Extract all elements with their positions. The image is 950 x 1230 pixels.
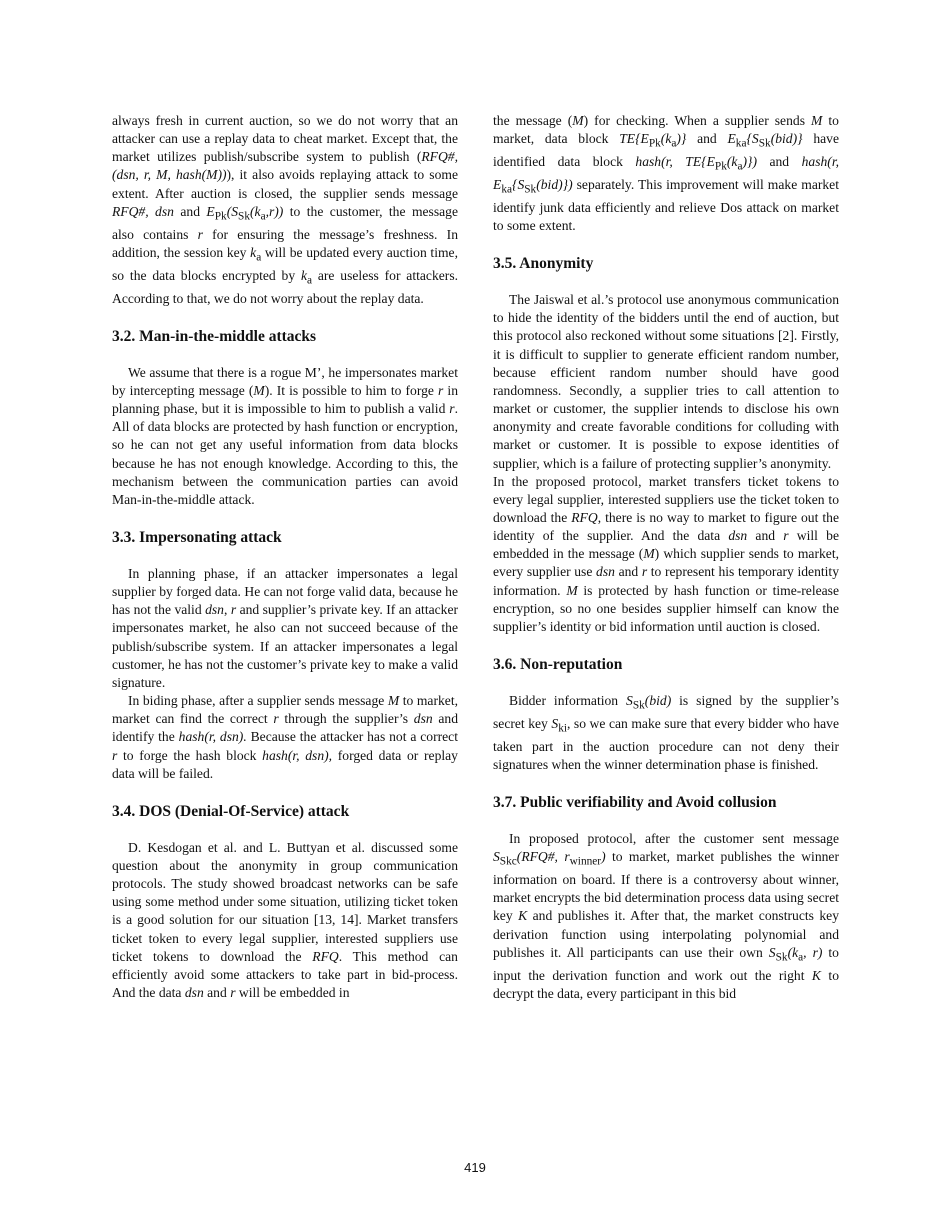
paragraph-3-5a: The Jaiswal et al.’s protocol use anonymous communication to hide the identity of the bidders until the end of auction, but this protocol also reckoned without some situations [2]. Firstly, it is difficult to supplier to generate efficient random number, because efficient random number should have good randomness. Secondly, a supplier tries to call attention to market or customer, the supplier intends to disclose his own anonymity and create favorable conditions for colluding with market or customer. It is possible to expose identities of supplier, which is a failure of protecting supplier’s anonymity. [493, 292, 839, 471]
heading-3-4: 3.4. DOS (Denial-Of-Service) attack [112, 802, 350, 820]
page-number: 419 [464, 1160, 486, 1175]
paragraph-replay-continued: always fresh in current auction, so we do not worry that an attacker can use a replay data to cheat market. Except that, the market utilizes publish/subscribe system to publish (RFQ#, (dsn, r, M, hash(M))), it also avoids replaying attack to some extent. After auction is closed, the supplier sends message RFQ#, dsn and $E_{Pk}(S_{Sk}(k_a,r))$ to the customer, the message also contains r for ensuring the message’s freshness. In addition, the session key $k_a$ will be updated every auction time, so the data blocks encrypted by $k_a$ are useless for attackers. According to that, we do not worry about the replay data. [112, 113, 459, 306]
heading-3-6: 3.6. Non-reputation [493, 656, 623, 674]
paragraph-dos-continued: the message (M) for checking. When a supplier sends M to market, data block $TE\{E_{Pk}(k_a)\}$ and $E_{ka}\{S_{Sk}(bid)\}$ have identified data block hash(r, $TE\{E_{Pk}(k_a)\}$) and hash(r, $E_{ka}\{S_{Sk}(bid)\}$) separately. This improvement will make market identify junk data efficiently and relieve Dos attack on market to some extent. [493, 113, 839, 233]
heading-3-2: 3.2. Man-in-the-middle attacks [112, 327, 317, 345]
paragraph-3-4: D. Kesdogan et al. and L. Buttyan et al. discussed some question about the anonymity in group communication protocols. The study showed broadcast networks can be safe using some method under some situation, utilizing ticket token is a good solution for our situation [13, 14]. Market transfers ticket token to every legal supplier, interested suppliers use ticket tokens to download the RFQ. This method can efficiently avoid some attackers to take part in bid-process. And the data dsn and r will be embedded in [112, 839, 458, 1001]
paragraph-3-3b: In biding phase, after a supplier sends message M to market, market can find the correct r through the supplier’s dsn and identify the hash(r, dsn). Because the attacker has not a correct r to forge the hash block hash(r, dsn), forged data or replay data will be failed. [112, 693, 458, 781]
paragraph-3-2: We assume that there is a rogue M’, he impersonates market by intercepting message (M). It is possible to him to forge r in planning phase, but it is impossible to him to publish a valid r. All of data blocks are protected by hash function or encryption, so he can not get any useful information from data blocks because he has not enough knowledge. According to this, the mechanism between the communication parties can avoid Man-in-the-middle attack. [112, 364, 458, 507]
left-column [112, 112, 458, 1002]
right-column [493, 112, 839, 1003]
paragraph-3-5b: In the proposed protocol, market transfers ticket tokens to every legal supplier, interested suppliers use the ticket token to download the RFQ, there is no way to market to figure out the identity of the supplier. And the data dsn and r will be embedded in the message (M) which supplier sends to market, every supplier use dsn and r to represent his temporary identity information. M is protected by hash function or time-release encryption, so no one besides supplier himself can know the supplier’s identity or bid information until auction is closed. [493, 473, 840, 634]
heading-3-3: 3.3. Impersonating attack [112, 528, 282, 546]
heading-3-5: 3.5. Anonymity [493, 255, 594, 273]
paragraph-3-7: In proposed protocol, after the customer sent message $S_{Skc}(RFQ\#$, $r_{winner}$) to market, market publishes the winner information on board. If there is a controversy about winner, market encrypts the bid determination process data using secret key K and publishes it. After that, the market constructs key derivation function using interpolating polynomial and publishes it. All participants can use their own $S_{Sk}(k_a$, r) to input the derivation function and work out the right K to decrypt the data, every participant in this bid [493, 831, 840, 1001]
paragraph-3-3a: In planning phase, if an attacker impersonates a legal supplier by forged data. He can not forge valid data, because he has not the valid dsn, r and supplier’s private key. If an attacker impersonates market, he also can not succeed because of the publish/subscribe system. If an attacker impersonates a legal customer, he has not the customer’s private key to make a valid signature. [112, 565, 459, 690]
heading-3-7: 3.7. Public verifiability and Avoid collusion [493, 794, 777, 812]
paragraph-3-6: Bidder information $S_{Sk}(bid)$ is signed by the supplier’s secret key $S_{ki}$, so we can make sure that every bidder who have taken part in the auction procedure can not deny their signatures when the winner determination phase is finished. [493, 693, 839, 772]
